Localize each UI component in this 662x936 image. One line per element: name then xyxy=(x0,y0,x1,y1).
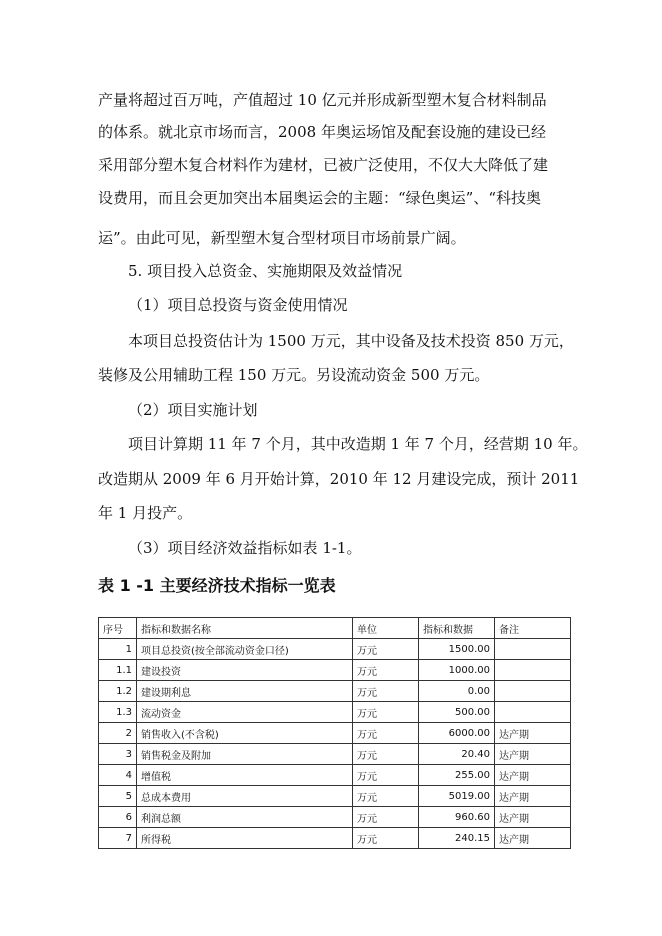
paragraph-line: 的体系。就北京市场而言，2008 年奥运场馆及配套设施的建设已经 xyxy=(98,123,546,141)
row-number: 5 xyxy=(99,786,137,807)
remark-cell: 达产期 xyxy=(495,807,571,828)
value-cell: 960.60 xyxy=(419,807,495,828)
indicator-name: 利润总额 xyxy=(137,807,353,828)
remark-cell: 达产期 xyxy=(495,828,571,849)
remark-cell xyxy=(495,639,571,660)
table-row xyxy=(99,786,571,807)
column-header: 序号 xyxy=(99,618,137,639)
indicator-name: 建设投资 xyxy=(137,660,353,681)
paragraph-line: 年 1 月投产。 xyxy=(98,504,193,522)
row-number: 1.2 xyxy=(99,681,137,702)
row-number: 2 xyxy=(99,723,137,744)
paragraph-line: 设费用，而且会更加突出本届奥运会的主题：“绿色奥运”、“科技奥 xyxy=(98,189,542,207)
unit-cell: 万元 xyxy=(353,744,419,765)
value-cell: 500.00 xyxy=(419,702,495,723)
remark-cell: 达产期 xyxy=(495,744,571,765)
section-heading: 5. 项目投入总资金、实施期限及效益情况 xyxy=(128,262,403,280)
table-row xyxy=(99,723,571,744)
subsection-heading: （2）项目实施计划 xyxy=(128,401,258,419)
table-row xyxy=(99,681,571,702)
remark-cell: 达产期 xyxy=(495,786,571,807)
value-cell: 255.00 xyxy=(419,765,495,786)
indicator-name: 流动资金 xyxy=(137,702,353,723)
subsection-heading: （1）项目总投资与资金使用情况 xyxy=(128,296,348,314)
row-number: 1.1 xyxy=(99,660,137,681)
unit-cell: 万元 xyxy=(353,786,419,807)
table-row xyxy=(99,828,571,849)
table-row xyxy=(99,744,571,765)
indicator-name: 项目总投资(按全部流动资金口径) xyxy=(137,639,353,660)
value-cell: 1000.00 xyxy=(419,660,495,681)
paragraph-line: 改造期从 2009 年 6 月开始计算，2010 年 12 月建设完成，预计 2011 xyxy=(98,470,580,488)
table-row xyxy=(99,639,571,660)
indicator-name: 所得税 xyxy=(137,828,353,849)
row-number: 6 xyxy=(99,807,137,828)
paragraph-line: 项目计算期 11 年 7 个月，其中改造期 1 年 7 个月，经营期 10 年。 xyxy=(128,435,588,453)
paragraph-line: 采用部分塑木复合材料作为建材，已被广泛使用，不仅大大降低了建 xyxy=(98,156,549,174)
indicator-name: 增值税 xyxy=(137,765,353,786)
subsection-heading: （3）项目经济效益指标如表 1-1。 xyxy=(128,539,362,557)
indicator-name: 销售收入(不含税) xyxy=(137,723,353,744)
value-cell: 6000.00 xyxy=(419,723,495,744)
column-header: 指标和数据名称 xyxy=(137,618,353,639)
row-number: 7 xyxy=(99,828,137,849)
row-number: 1.3 xyxy=(99,702,137,723)
indicator-name: 销售税金及附加 xyxy=(137,744,353,765)
unit-cell: 万元 xyxy=(353,828,419,849)
table-header-row xyxy=(99,618,571,639)
column-header: 备注 xyxy=(495,618,571,639)
paragraph-line: 装修及公用辅助工程 150 万元。另设流动资金 500 万元。 xyxy=(98,366,490,384)
column-header: 单位 xyxy=(353,618,419,639)
unit-cell: 万元 xyxy=(353,765,419,786)
paragraph-line: 产量将超过百万吨，产值超过 10 亿元并形成新型塑木复合材料制品 xyxy=(98,91,547,109)
value-cell: 0.00 xyxy=(419,681,495,702)
unit-cell: 万元 xyxy=(353,702,419,723)
remark-cell: 达产期 xyxy=(495,723,571,744)
paragraph-line: 运”。由此可见，新型塑木复合型材项目市场前景广阔。 xyxy=(98,229,466,247)
value-cell: 20.40 xyxy=(419,744,495,765)
unit-cell: 万元 xyxy=(353,639,419,660)
value-cell: 1500.00 xyxy=(419,639,495,660)
column-header: 指标和数据 xyxy=(419,618,495,639)
table-title: 表 1 -1 主要经济技术指标一览表 xyxy=(98,576,336,595)
table-row xyxy=(99,702,571,723)
row-number: 3 xyxy=(99,744,137,765)
value-cell: 5019.00 xyxy=(419,786,495,807)
table-row xyxy=(99,765,571,786)
remark-cell xyxy=(495,702,571,723)
remark-cell: 达产期 xyxy=(495,765,571,786)
indicator-table xyxy=(98,617,571,849)
paragraph-line: 本项目总投资估计为 1500 万元，其中设备及技术投资 850 万元， xyxy=(128,332,574,350)
value-cell: 240.15 xyxy=(419,828,495,849)
row-number: 4 xyxy=(99,765,137,786)
table-row xyxy=(99,660,571,681)
unit-cell: 万元 xyxy=(353,681,419,702)
row-number: 1 xyxy=(99,639,137,660)
unit-cell: 万元 xyxy=(353,723,419,744)
table-row xyxy=(99,807,571,828)
unit-cell: 万元 xyxy=(353,660,419,681)
indicator-name: 总成本费用 xyxy=(137,786,353,807)
indicator-name: 建设期利息 xyxy=(137,681,353,702)
remark-cell xyxy=(495,681,571,702)
remark-cell xyxy=(495,660,571,681)
unit-cell: 万元 xyxy=(353,807,419,828)
